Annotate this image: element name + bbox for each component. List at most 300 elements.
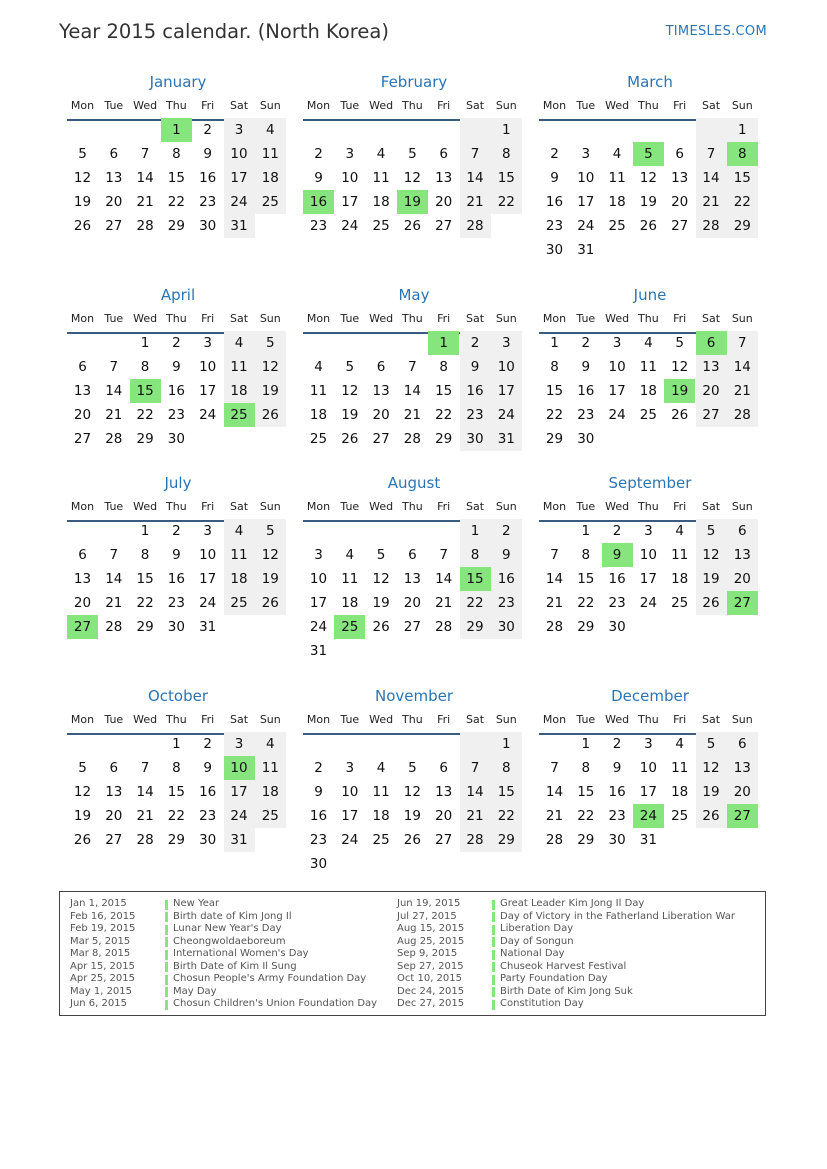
day-cell: 10 — [639, 547, 657, 563]
day-cell: 17 — [341, 194, 359, 210]
weekday-label: Sun — [259, 312, 281, 325]
holiday-date: Sep 9, 2015 — [397, 948, 458, 959]
holiday-name: Constitution Day — [500, 998, 584, 1009]
day-cell: 30 — [491, 615, 522, 639]
day-cell: 3 — [345, 146, 355, 162]
day-cell: 14 — [136, 784, 154, 800]
day-cell: 11 — [671, 547, 689, 563]
day-cell: 21 — [545, 808, 564, 824]
day-cell: 29 — [727, 214, 758, 238]
day-cell: 21 — [403, 407, 421, 423]
holiday-name: Birth date of Kim Jong Il — [173, 910, 292, 922]
day-cell: 11 — [608, 170, 626, 186]
day-cell: 9 — [203, 760, 212, 776]
weekday-label: Fri — [673, 713, 687, 726]
day-cell: 23 — [199, 808, 217, 824]
empty-weekend-cell — [696, 118, 727, 142]
holiday-date: Oct 10, 2015 — [397, 973, 462, 984]
day-cell: 16 — [167, 571, 185, 587]
day-cell: 8 — [491, 756, 522, 780]
day-cell: 20 — [671, 194, 689, 210]
holiday-day-cell: 27 — [727, 591, 758, 615]
day-cell: 9 — [550, 170, 559, 186]
day-cell: 2 — [491, 519, 522, 543]
day-cell: 12 — [73, 170, 92, 186]
day-cell: 20 — [73, 407, 92, 423]
site-link[interactable]: TIMESLES.COM — [665, 24, 767, 39]
day-cell: 17 — [577, 194, 595, 210]
day-cell: 24 — [341, 832, 359, 848]
month-november — [303, 687, 525, 887]
day-cell: 29 — [136, 431, 154, 447]
day-cell: 13 — [105, 784, 123, 800]
holiday-date: Feb 19, 2015 — [70, 923, 136, 934]
day-cell: 15 — [491, 166, 522, 190]
day-cell: 9 — [491, 543, 522, 567]
day-cell: 29 — [491, 828, 522, 852]
weekday-label: Sat — [465, 713, 485, 726]
day-cell: 5 — [255, 331, 286, 355]
day-cell: 1 — [581, 523, 591, 539]
day-cell: 27 — [671, 218, 689, 234]
weekday-label: Fri — [673, 99, 687, 112]
day-cell: 22 — [435, 407, 453, 423]
day-cell: 17 — [639, 784, 657, 800]
day-cell: 20 — [372, 407, 390, 423]
day-cell: 12 — [403, 170, 421, 186]
day-cell: 24 — [309, 619, 328, 635]
empty-weekend-cell — [460, 732, 491, 756]
day-cell: 28 — [403, 431, 421, 447]
day-cell: 4 — [376, 146, 386, 162]
day-cell: 12 — [255, 543, 286, 567]
day-cell: 4 — [345, 547, 355, 563]
day-cell: 24 — [224, 190, 255, 214]
day-cell: 6 — [376, 359, 386, 375]
day-cell: 21 — [460, 804, 491, 828]
day-cell: 22 — [491, 190, 522, 214]
day-cell: 28 — [545, 832, 564, 848]
day-cell: 7 — [460, 756, 491, 780]
day-cell: 8 — [581, 547, 591, 563]
day-cell: 28 — [460, 214, 491, 238]
weekday-label: Tue — [340, 312, 360, 325]
day-cell: 15 — [136, 571, 154, 587]
day-cell: 9 — [172, 359, 181, 375]
day-cell: 1 — [550, 335, 559, 351]
holiday-day-cell: 19 — [664, 379, 695, 403]
weekday-label: Wed — [133, 713, 158, 726]
day-cell: 16 — [608, 571, 626, 587]
weekday-label: Wed — [369, 713, 394, 726]
day-cell: 29 — [545, 431, 564, 447]
day-cell: 25 — [255, 190, 286, 214]
day-cell: 10 — [639, 760, 657, 776]
day-cell: 24 — [199, 407, 217, 423]
day-cell: 11 — [255, 142, 286, 166]
day-cell: 8 — [460, 543, 491, 567]
month-name: April — [160, 286, 196, 304]
day-cell: 4 — [224, 519, 255, 543]
day-cell: 26 — [255, 403, 286, 427]
weekday-label: Thu — [402, 500, 423, 513]
day-cell: 5 — [78, 146, 87, 162]
weekday-label: Wed — [605, 312, 630, 325]
weekday-label: Sat — [465, 500, 485, 513]
day-cell: 21 — [696, 190, 727, 214]
day-cell: 14 — [696, 166, 727, 190]
day-cell: 5 — [376, 547, 386, 563]
holiday-day-cell: 8 — [727, 142, 758, 166]
day-cell: 30 — [460, 427, 491, 451]
holiday-name: Chuseok Harvest Festival — [500, 960, 627, 972]
day-cell: 27 — [403, 619, 421, 635]
day-cell: 24 — [341, 218, 359, 234]
day-cell: 4 — [675, 523, 684, 539]
day-cell: 5 — [408, 146, 417, 162]
day-cell: 9 — [612, 760, 622, 776]
day-cell: 27 — [435, 218, 453, 234]
day-cell: 29 — [460, 615, 491, 639]
day-cell: 8 — [140, 547, 150, 563]
holiday-name: New Year — [173, 898, 220, 909]
day-cell: 19 — [696, 780, 727, 804]
day-cell: 16 — [608, 784, 626, 800]
day-cell: 3 — [491, 331, 522, 355]
weekday-label: Sun — [731, 99, 753, 112]
holiday-marker — [165, 925, 168, 935]
day-cell: 24 — [577, 218, 595, 234]
day-cell: 26 — [696, 804, 727, 828]
day-cell: 28 — [460, 828, 491, 852]
holiday-date: Apr 25, 2015 — [70, 973, 136, 984]
day-cell: 25 — [671, 808, 689, 824]
weekday-label: Tue — [340, 500, 360, 513]
month-name: July — [164, 474, 192, 492]
day-cell: 6 — [727, 732, 758, 756]
weekday-label: Tue — [576, 500, 596, 513]
day-cell: 31 — [224, 214, 255, 238]
weekday-label: Sun — [495, 713, 517, 726]
day-cell: 13 — [435, 170, 453, 186]
day-cell: 16 — [199, 170, 217, 186]
month-december — [539, 687, 761, 887]
day-cell: 26 — [696, 591, 727, 615]
day-cell: 19 — [255, 379, 286, 403]
day-cell: 30 — [545, 242, 564, 258]
day-cell: 3 — [345, 760, 355, 776]
day-cell: 2 — [460, 331, 491, 355]
day-cell: 3 — [224, 118, 255, 142]
day-cell: 21 — [460, 190, 491, 214]
day-cell: 21 — [435, 595, 453, 611]
day-cell: 18 — [255, 780, 286, 804]
weekday-label: Sun — [731, 713, 753, 726]
weekday-label: Sun — [259, 99, 281, 112]
day-cell: 15 — [727, 166, 758, 190]
holiday-name: Day of Songun — [500, 935, 574, 947]
day-cell: 20 — [105, 808, 123, 824]
weekday-label: Fri — [201, 713, 215, 726]
day-cell: 3 — [203, 523, 212, 539]
holiday-day-cell: 24 — [633, 804, 664, 828]
weekday-label: Sun — [495, 99, 517, 112]
day-cell: 22 — [136, 595, 154, 611]
day-cell: 11 — [341, 571, 359, 587]
weekday-label: Wed — [133, 99, 158, 112]
day-cell: 20 — [435, 808, 453, 824]
holiday-marker — [492, 962, 495, 972]
day-cell: 21 — [136, 808, 154, 824]
weekday-label: Sun — [731, 500, 753, 513]
day-cell: 23 — [309, 832, 328, 848]
weekday-label: Sat — [701, 713, 721, 726]
day-cell: 31 — [639, 832, 657, 848]
day-cell: 21 — [727, 379, 758, 403]
weekday-label: Tue — [576, 312, 596, 325]
weekday-label: Mon — [70, 713, 95, 726]
weekday-label: Mon — [306, 713, 331, 726]
day-cell: 11 — [224, 355, 255, 379]
weekday-label: Wed — [369, 312, 394, 325]
day-cell: 13 — [403, 571, 421, 587]
day-cell: 20 — [403, 595, 421, 611]
day-cell: 16 — [545, 194, 564, 210]
day-cell: 21 — [136, 194, 154, 210]
day-cell: 14 — [435, 571, 453, 587]
day-cell: 11 — [309, 383, 328, 399]
day-cell: 4 — [612, 146, 622, 162]
day-cell: 1 — [727, 118, 758, 142]
holiday-day-cell: 16 — [303, 190, 334, 214]
day-cell: 10 — [199, 547, 217, 563]
holiday-date: Aug 15, 2015 — [397, 923, 465, 934]
day-cell: 11 — [255, 756, 286, 780]
day-cell: 7 — [109, 359, 119, 375]
weekday-label: Mon — [70, 312, 95, 325]
day-cell: 8 — [140, 359, 150, 375]
day-cell: 9 — [203, 146, 212, 162]
day-cell: 31 — [199, 619, 217, 635]
day-cell: 14 — [545, 784, 564, 800]
day-cell: 6 — [727, 519, 758, 543]
day-cell: 27 — [105, 832, 123, 848]
weekday-label: Fri — [201, 99, 215, 112]
day-cell: 4 — [224, 331, 255, 355]
weekday-label: Sun — [259, 500, 281, 513]
holiday-date: Jun 19, 2015 — [397, 898, 461, 909]
day-cell: 6 — [675, 146, 684, 162]
day-cell: 1 — [491, 732, 522, 756]
holiday-date: Feb 16, 2015 — [70, 910, 136, 922]
month-name: February — [380, 73, 448, 91]
day-cell: 8 — [172, 760, 181, 776]
day-cell: 21 — [545, 595, 564, 611]
day-cell: 27 — [435, 832, 453, 848]
day-cell: 10 — [224, 142, 255, 166]
day-cell: 26 — [341, 431, 359, 447]
weekday-label: Mon — [70, 99, 95, 112]
day-cell: 22 — [460, 591, 491, 615]
weekday-label: Mon — [306, 500, 331, 513]
day-cell: 7 — [727, 331, 758, 355]
holiday-date: May 1, 2015 — [70, 985, 133, 997]
day-cell: 28 — [105, 431, 123, 447]
day-cell: 17 — [639, 571, 657, 587]
weekday-label: Sat — [465, 312, 485, 325]
day-cell: 25 — [608, 218, 626, 234]
day-cell: 9 — [314, 170, 323, 186]
day-cell: 16 — [199, 784, 217, 800]
day-cell: 2 — [172, 523, 181, 539]
holiday-name: Chosun Children's Union Foundation Day — [173, 998, 378, 1009]
holiday-day-cell: 6 — [696, 331, 727, 355]
empty-weekend-cell — [460, 118, 491, 142]
day-cell: 26 — [255, 591, 286, 615]
day-cell: 8 — [172, 146, 181, 162]
weekday-label: Wed — [369, 500, 394, 513]
day-cell: 31 — [224, 828, 255, 852]
month-april — [67, 286, 289, 486]
day-cell: 4 — [314, 359, 323, 375]
holiday-day-cell: 9 — [602, 543, 633, 567]
holiday-marker — [165, 962, 168, 972]
holiday-marker — [492, 912, 495, 922]
day-cell: 5 — [78, 760, 87, 776]
day-cell: 7 — [140, 760, 150, 776]
day-cell: 30 — [309, 856, 328, 872]
weekday-label: Sun — [495, 312, 517, 325]
holiday-marker — [165, 987, 168, 997]
weekday-label: Mon — [542, 312, 567, 325]
day-cell: 25 — [639, 407, 657, 423]
day-cell: 19 — [639, 194, 657, 210]
day-cell: 14 — [403, 383, 421, 399]
month-name: November — [374, 687, 454, 705]
weekday-label: Thu — [166, 312, 187, 325]
day-cell: 13 — [435, 784, 453, 800]
holiday-marker — [165, 1000, 168, 1010]
day-cell: 10 — [309, 571, 328, 587]
day-cell: 7 — [140, 146, 150, 162]
holiday-name: Day of Victory in the Fatherland Liberation War — [500, 910, 735, 922]
day-cell: 11 — [372, 784, 390, 800]
holiday-day-cell: 1 — [428, 331, 459, 355]
month-name: May — [398, 286, 430, 304]
holiday-name: Lunar New Year's Day — [173, 923, 282, 934]
day-cell: 13 — [73, 571, 92, 587]
weekday-label: Thu — [638, 99, 659, 112]
day-cell: 14 — [727, 355, 758, 379]
holiday-marker — [165, 950, 168, 960]
holiday-date: Mar 5, 2015 — [70, 935, 131, 947]
day-cell: 29 — [435, 431, 453, 447]
weekday-label: Sat — [229, 99, 249, 112]
day-cell: 25 — [309, 431, 328, 447]
day-cell: 23 — [491, 591, 522, 615]
day-cell: 20 — [435, 194, 453, 210]
day-cell: 18 — [639, 383, 657, 399]
month-name: December — [611, 687, 689, 705]
holiday-marker — [492, 937, 495, 947]
weekday-label: Sun — [495, 500, 517, 513]
weekday-label: Wed — [133, 312, 158, 325]
holiday-name: Birth Date of Kim Il Sung — [173, 960, 297, 972]
day-cell: 15 — [577, 571, 595, 587]
day-cell: 31 — [491, 427, 522, 451]
weekday-label: Mon — [306, 99, 331, 112]
day-cell: 4 — [376, 760, 386, 776]
day-cell: 4 — [675, 736, 684, 752]
month-october — [67, 687, 289, 887]
weekday-label: Fri — [437, 500, 451, 513]
holiday-day-cell: 25 — [224, 403, 255, 427]
weekday-label: Fri — [673, 312, 687, 325]
weekday-label: Mon — [542, 500, 567, 513]
weekday-label: Thu — [166, 713, 187, 726]
day-cell: 11 — [372, 170, 390, 186]
day-cell: 21 — [105, 595, 123, 611]
weekday-label: Sat — [229, 713, 249, 726]
holiday-marker — [492, 925, 495, 935]
day-cell: 3 — [203, 335, 212, 351]
day-cell: 30 — [608, 832, 626, 848]
weekday-label: Mon — [542, 99, 567, 112]
day-cell: 7 — [460, 142, 491, 166]
holiday-date: Sep 27, 2015 — [397, 960, 464, 972]
day-cell: 1 — [460, 519, 491, 543]
day-cell: 28 — [727, 403, 758, 427]
day-cell: 27 — [73, 431, 92, 447]
day-cell: 6 — [78, 359, 87, 375]
month-february — [303, 73, 525, 273]
day-cell: 19 — [255, 567, 286, 591]
day-cell: 7 — [109, 547, 119, 563]
day-cell: 1 — [140, 335, 150, 351]
day-cell: 24 — [639, 595, 657, 611]
day-cell: 9 — [581, 359, 591, 375]
day-cell: 26 — [73, 832, 92, 848]
day-cell: 5 — [345, 359, 355, 375]
day-cell: 24 — [491, 403, 522, 427]
month-may — [303, 286, 525, 486]
day-cell: 6 — [109, 760, 119, 776]
day-cell: 22 — [727, 190, 758, 214]
month-name: August — [387, 474, 441, 492]
holiday-date: Aug 25, 2015 — [397, 935, 465, 947]
day-cell: 3 — [644, 523, 653, 539]
weekday-label: Tue — [104, 500, 124, 513]
day-cell: 18 — [341, 595, 359, 611]
day-cell: 13 — [372, 383, 390, 399]
day-cell: 18 — [224, 379, 255, 403]
weekday-label: Sat — [701, 312, 721, 325]
weekday-label: Sun — [259, 713, 281, 726]
month-name: October — [147, 687, 209, 705]
holiday-date: Jun 6, 2015 — [70, 998, 127, 1009]
day-cell: 19 — [372, 595, 390, 611]
holiday-date: Jul 27, 2015 — [397, 910, 457, 922]
day-cell: 27 — [105, 218, 123, 234]
day-cell: 2 — [581, 335, 591, 351]
day-cell: 3 — [612, 335, 622, 351]
day-cell: 7 — [696, 142, 727, 166]
month-name: September — [608, 474, 692, 492]
day-cell: 2 — [550, 146, 559, 162]
day-cell: 23 — [545, 218, 564, 234]
weekday-label: Sat — [701, 500, 721, 513]
weekday-label: Tue — [104, 312, 124, 325]
